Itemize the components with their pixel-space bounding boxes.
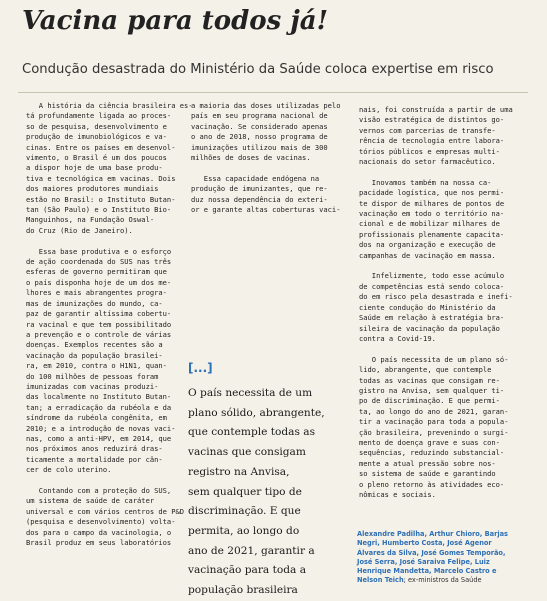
article-line: um sistema de saúde de caráter [26, 496, 155, 506]
article-line: nacionais do setor farmacêutico. [359, 157, 496, 167]
article-line: sileira de vacinação da população [359, 323, 500, 333]
article-line: de ação coordenada do SUS nas três [26, 257, 172, 267]
article-line: universal e com vários centros de P&D [26, 506, 185, 516]
article-line: estão no Brasil: o Instituto Butan- [26, 194, 176, 204]
article-line: Saúde em relação à estratégia bra- [359, 313, 505, 323]
article-line: nas, como a anti-HPV, em 2014, que [26, 433, 172, 443]
article-line: pacidade logística, que nos permi- [359, 188, 505, 198]
pullquote-line: discriminação. E que [188, 505, 301, 518]
article-line: milhões de doses de vacinas. [191, 153, 311, 163]
pullquote-line: registro na Anvisa, [188, 465, 290, 478]
article-line: dos para o campo da vacinologia, o [26, 527, 172, 537]
article-line: contra a Covid-19. [359, 333, 436, 343]
article-line: mente a atual pressão sobre nos- [359, 458, 496, 468]
article-line: ciente condução do Ministério da [359, 302, 496, 312]
article-line: 2010; e a introdução de novas vaci- [26, 423, 176, 433]
article-line: todas as vacinas que consigam re- [359, 375, 500, 385]
pullquote-line: permita, ao longo do [188, 524, 300, 537]
article-line: nômicas e sociais. [359, 489, 436, 499]
article-line: mas de imunizações do mundo, ca- [26, 298, 163, 308]
article-line: Brasil produz em seus laboratórios [26, 538, 172, 548]
article-line: cinas. Entre os países em desenvol- [26, 142, 176, 152]
article-line: o ano de 2018, nosso programa de [191, 132, 328, 142]
article-line: O país necessita de um plano só- [359, 354, 509, 364]
article-line: so de pesquisa, desenvolvimento e [26, 121, 167, 131]
author-line: Alexandre Padilha, Arthur Chioro, Barjas [357, 530, 508, 538]
article-line: de competências está sendo coloca- [359, 281, 505, 291]
pullquote-line: ano de 2021, garantir a [188, 544, 315, 557]
article-line: esferas de governo permitiram que [26, 267, 167, 277]
author-line: Álvares da Silva, José Gomes Temporão, [357, 548, 506, 557]
article-line: Inovamos também na nossa ca- [359, 177, 492, 187]
article-line: nos próximos anos reduzirá dras- [26, 444, 163, 454]
article-line: dos maiores produtores mundiais [26, 184, 159, 194]
article-line: cer de colo uterino. [26, 465, 112, 475]
subhead: Condução desastrada do Ministério da Saúde coloca expertise em risco [22, 62, 494, 77]
article-line: ra, em 2010, contra o H1N1, quan- [26, 361, 167, 371]
article-line: produção de imunizantes, que re- [191, 184, 328, 194]
article-line: do Cruz (Rio de Janeiro). [26, 225, 133, 235]
article-line: paz de garantir altíssima cobertu- [26, 309, 172, 319]
article-line: a dispor hoje de uma base produ- [26, 163, 163, 173]
article-line: rência de tecnologia entre labora- [359, 136, 505, 146]
header-divider [18, 92, 528, 93]
article-line: a maioria das doses utilizadas pelo [191, 101, 341, 110]
article-line: visão estratégica de distintos go- [359, 115, 505, 125]
article-line: a prevenção e o controle de várias [26, 329, 172, 339]
pullquote-line: vacinas que consigam [188, 446, 306, 459]
article-line: vimento, o Brasil é um dos poucos [26, 153, 167, 163]
article-column-3 [359, 105, 517, 500]
article-line: vacinação da população brasilei- [26, 350, 163, 360]
article-line: lido, abrangente, que contemple [359, 365, 492, 375]
article-line: duz nossa dependência do exteri- [191, 194, 328, 204]
article-line: sequências, reduzindo substancial- [359, 448, 505, 458]
article-line: cional e de mobilizar milhares de [359, 219, 500, 229]
author-line: José Serra, José Saraiva Felipe, Luiz [357, 557, 490, 566]
author-line: Nelson Teich; ex-ministros da Saúde [357, 576, 482, 585]
article-line: tiva e tecnológica em vacinas. Dois [26, 173, 176, 183]
article-line: vacinação em todo o território na- [359, 209, 505, 219]
article-line: tórios públicos e empresas multi- [359, 146, 500, 156]
article-line: nais, foi construída a partir de uma [359, 105, 513, 114]
article-line: Essa capacidade endógena na [191, 173, 320, 183]
article-line: or e garante altas coberturas vaci- [191, 205, 341, 215]
article-line: gistro na Anvisa, sem qualquer ti- [359, 385, 505, 395]
article-line: Infelizmente, todo esse acúmulo [359, 271, 505, 281]
article-line: tá profundamente ligada ao proces- [26, 111, 172, 121]
article-line: A história da ciência brasileira es- [26, 101, 193, 110]
article-line: imunizadas com vacinas produzi- [26, 381, 159, 391]
article-line: produção de imunobiológicos e va- [26, 132, 167, 142]
article-line: tan; a erradicação da rubéola e da [26, 402, 172, 412]
article-line: Manguinhos, na Fundação Oswal- [26, 215, 155, 225]
article-line: so sistema de saúde e garantindo [359, 469, 496, 479]
article-line: dos na organização e execução de [359, 240, 496, 250]
article-line: lhores e mais abrangentes progra- [26, 288, 167, 298]
article-line: vernos com parcerias de transfe- [359, 125, 496, 135]
article-line: po de discriminação. E que permi- [359, 396, 500, 406]
article-line: Essa base produtiva e o esforço [26, 246, 172, 256]
pullquote-line: vacinação para toda a [188, 564, 307, 577]
pullquote-line: que contemple todas as [188, 426, 316, 439]
pullquote-line: plano sólido, abrangente, [188, 406, 325, 419]
pullquote-ellipsis: [...] [188, 361, 213, 375]
author-line: Henrique Mandetta, Marcelo Castro e [357, 567, 497, 576]
article-line: vacinação. Se considerado apenas [191, 121, 328, 131]
article-line: o pleno retorno às atividades eco- [359, 479, 505, 489]
article-line: imunizações utilizou mais de 300 [191, 142, 328, 152]
article-line: das localmente no Instituto Butan- [26, 392, 172, 402]
article-line: o país disponha hoje de um dos me- [26, 277, 172, 287]
article-line: doenças. Exemplos recentes são a [26, 340, 163, 350]
article-line: (pesquisa e desenvolvimento) volta- [26, 517, 176, 527]
article-line: do em risco pela desastrada e inefi- [359, 292, 513, 302]
pullquote-line: O país necessita de um [188, 387, 313, 399]
article-line: tir a vacinação para toda a popula- [359, 417, 509, 427]
article-line: ra vacinal e que tem possibilitado [26, 319, 172, 329]
article-line: campanhas de vacinação em massa. [359, 250, 496, 260]
article-line: ção brasileira, prevenindo o surgi- [359, 427, 509, 437]
pullquote-line: população brasileira [188, 584, 298, 597]
article-line: te dispor de milhares de pontos de [359, 198, 505, 208]
article-line: profissionais plenamente capacita- [359, 229, 505, 239]
article-column-1 [26, 101, 193, 548]
headline: Vacina para todos já! [22, 6, 328, 36]
article-line: tan (São Paulo) e o Instituto Bio- [26, 205, 172, 215]
article-column-2 [191, 101, 347, 215]
author-role: ; ex-ministros da Saúde [403, 576, 482, 585]
pullquote [188, 384, 353, 601]
article-line: país em seu programa nacional de [191, 111, 328, 121]
pullquote-line: sem qualquer tipo de [188, 485, 302, 498]
author-line: Negri, Humberto Costa, José Agenor [357, 539, 492, 548]
article-line: ta, ao longo do ano de 2021, garan- [359, 406, 509, 416]
article-line: Contando com a proteção do SUS, [26, 486, 172, 495]
author-credits [357, 530, 527, 586]
article-line: mento de doença grave e suas con- [359, 437, 500, 447]
article-line: síndrome da rubéola congênita, em [26, 413, 167, 423]
article-line: do 100 milhões de pessoas foram [26, 371, 159, 381]
article-line: ticamente a mortalidade por cân- [26, 454, 163, 464]
